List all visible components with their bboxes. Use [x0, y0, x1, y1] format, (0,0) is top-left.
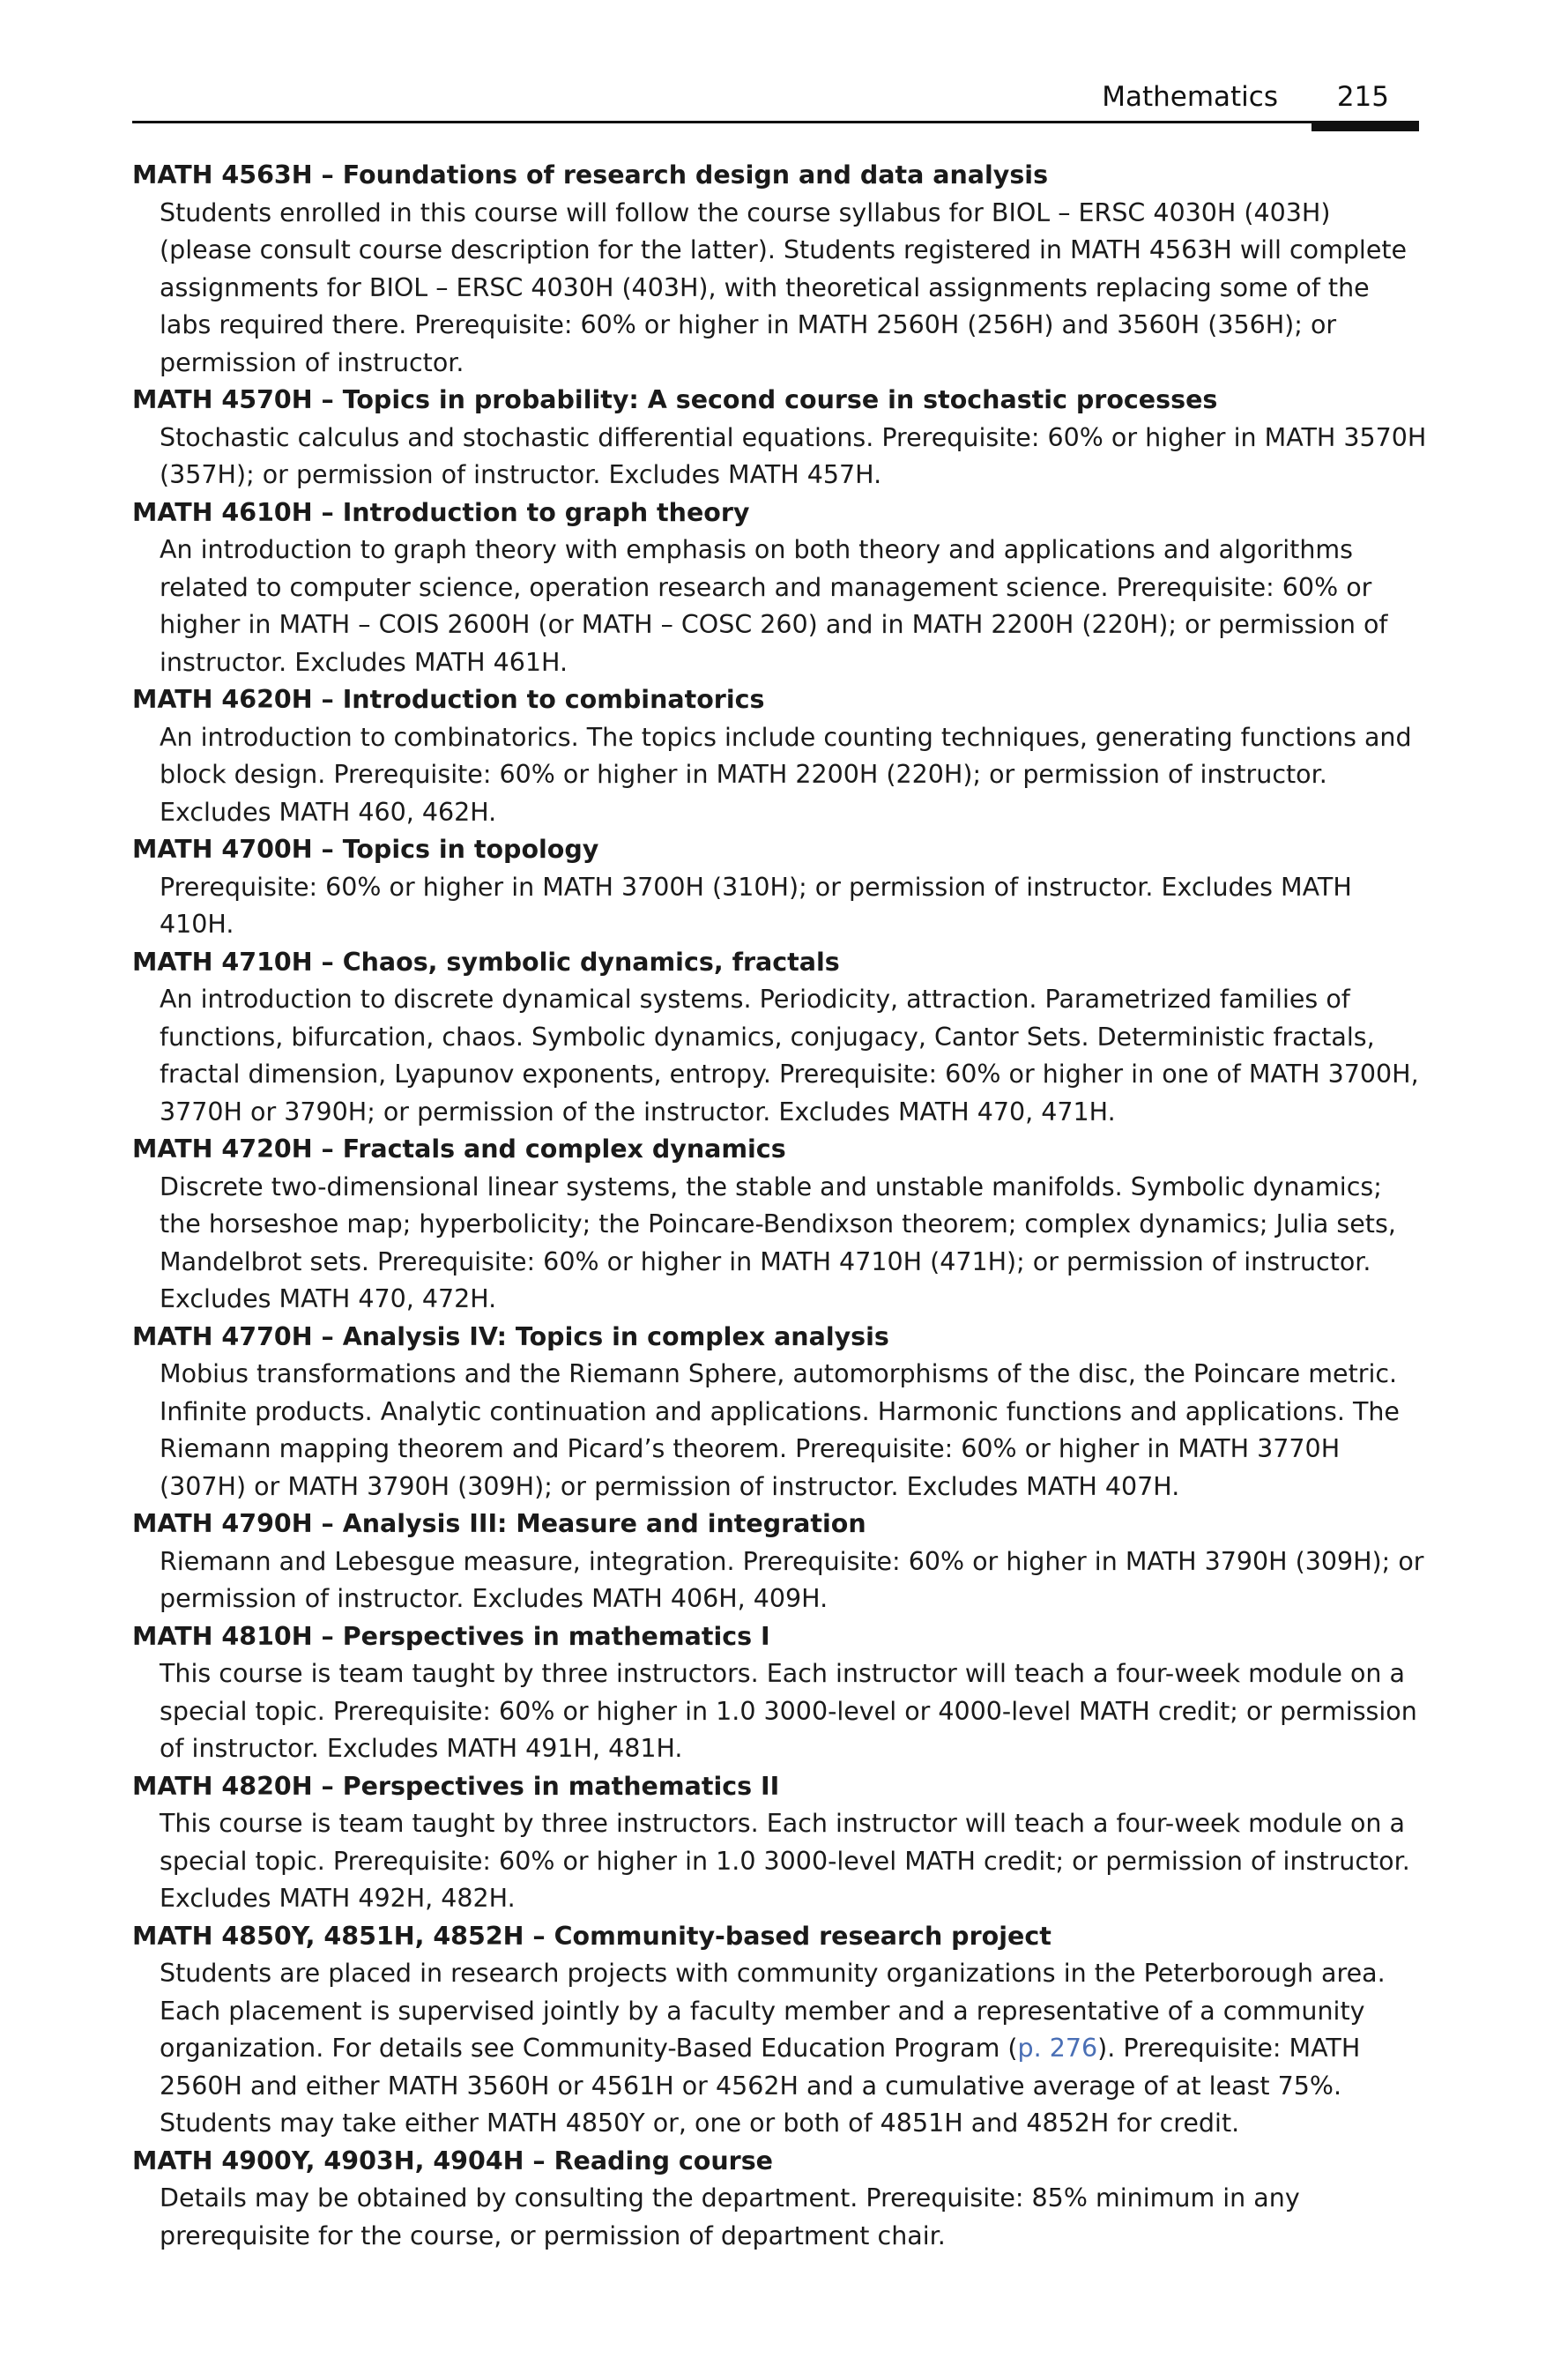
course-description: This course is team taught by three instructors. Each instructor will teach a four-week module on a special topic. Prerequisite: 60% or higher in 1.0 3000-level or 4000-level MATH credit; or permission of instructor. Excludes MATH 491H, 481H. [160, 1659, 1417, 1763]
course-description: This course is team taught by three instructors. Each instructor will teach a four-week module on a special topic. Prerequisite: 60% or higher in 1.0 3000-level MATH credit; or permission of instructor. Excludes MATH 492H, 482H. [160, 1809, 1410, 1913]
course-title: MATH 4770H – Analysis IV: Topics in complex analysis [132, 1321, 889, 1351]
course-description: An introduction to combinatorics. The topics include counting techniques, generating functions and block design. Prerequisite: 60% or higher in MATH 2200H (220H); or permission of instructor. Excludes MATH 460, 462H. [160, 722, 1412, 827]
course-entry [132, 157, 1428, 382]
description-text: ). Prerequisite: MATH 2560H and either MATH 3560H or 4561H or 4562H and a cumulative average of at least 75%. Students may take either MATH 4850Y or, one or both of 4851H and 4852H for credit. [160, 2034, 1361, 2138]
course-title: MATH 4570H – Topics in probability: A second course in stochastic processes [132, 385, 1218, 414]
course-description: An introduction to discrete dynamical systems. Periodicity, attraction. Parametrized families of functions, bifurcation, chaos. Symbolic dynamics, conjugacy, Cantor Sets. Deterministic fractals, fractal dimension, Lyapunov exponents, entropy. Prerequisite: 60% or higher in one of MATH 3700H, 3770H or 3790H; or permission of the instructor. Excludes MATH 470, 471H. [160, 985, 1419, 1127]
course-entry [132, 1768, 1428, 1918]
course-entry [132, 681, 1428, 831]
course-entry [132, 495, 1428, 682]
course-title: MATH 4563H – Foundations of research design and data analysis [132, 160, 1049, 190]
course-title: MATH 4900Y, 4903H, 4904H – Reading course [132, 2146, 774, 2175]
course-entry [132, 2143, 1428, 2256]
description-text: Students are placed in research projects with community organizations in the Peterborough area. Each placement is supervised jointly by a faculty member and a representative of a community organization. For details see Community-Based Education Program ( [160, 1959, 1386, 2063]
course-title: MATH 4610H – Introduction to graph theory [132, 497, 750, 527]
course-list [132, 157, 1428, 2255]
course-description: Riemann and Lebesgue measure, integration. Prerequisite: 60% or higher in MATH 3790H (309H); or permission of instructor. Excludes MATH 406H, 409H. [160, 1546, 1424, 1613]
course-description: Stochastic calculus and stochastic differential equations. Prerequisite: 60% or higher in MATH 3570H (357H); or permission of instructor. Excludes MATH 457H. [160, 422, 1427, 489]
course-entry [132, 944, 1428, 1132]
course-description: An introduction to graph theory with emphasis on both theory and applications and algorithms related to computer science, operation research and management science. Prerequisite: 60% or higher in MATH – COIS 2600H (or MATH – COSC 260) and in MATH 2200H (220H); or permission of instructor. Excludes MATH 461H. [160, 535, 1388, 677]
running-header-section: Mathematics [1102, 81, 1278, 113]
course-description: Students enrolled in this course will follow the course syllabus for BIOL – ERSC 4030H (403H) (please consult course description for the latter). Students registered in MATH 4563H will complete assignments for BIOL – ERSC 4030H (403H), with theoretical assignments replacing some of the labs required there. Prerequisite: 60% or higher in MATH 2560H (256H) and 3560H (356H); or permission of instructor. [160, 197, 1408, 377]
course-entry [132, 382, 1428, 495]
page-reference-link[interactable]: p. 276 [1017, 2034, 1098, 2063]
course-entry [132, 1618, 1428, 1768]
course-description: Discrete two-dimensional linear systems, the stable and unstable manifolds. Symbolic dynamics; the horseshoe map; hyperbolicity; the Poincare-Bendixson theorem; complex dynamics; Julia sets, Mandelbrot sets. Prerequisite: 60% or higher in MATH 4710H (471H); or permission of instructor. Excludes MATH 470, 472H. [160, 1171, 1396, 1313]
course-title: MATH 4820H – Perspectives in mathematics II [132, 1771, 780, 1801]
course-description: Prerequisite: 60% or higher in MATH 3700H (310H); or permission of instructor. Excludes MATH 410H. [160, 872, 1352, 939]
course-title: MATH 4790H – Analysis III: Measure and integration [132, 1509, 866, 1538]
header-thumb-tab [1312, 121, 1419, 131]
header-rule [132, 121, 1419, 123]
course-title: MATH 4810H – Perspectives in mathematics I [132, 1621, 770, 1651]
course-entry [132, 1319, 1428, 1506]
course-description: Details may be obtained by consulting the department. Prerequisite: 85% minimum in any prerequisite for the course, or permission of department chair. [160, 2183, 1300, 2250]
course-entry [132, 1506, 1428, 1618]
course-description [160, 1955, 1428, 2143]
course-description: Mobius transformations and the Riemann Sphere, automorphisms of the disc, the Poincare metric. Infinite products. Analytic continuation and applications. Harmonic functions and applications. The Riemann mapping theorem and Picard’s theorem. Prerequisite: 60% or higher in MATH 3770H (307H) or MATH 3790H (309H); or permission of instructor. Excludes MATH 407H. [160, 1359, 1400, 1501]
course-entry [132, 1131, 1428, 1319]
course-title: MATH 4620H – Introduction to combinatorics [132, 685, 765, 714]
page-header [132, 78, 1419, 123]
course-title: MATH 4850Y, 4851H, 4852H – Community-based research project [132, 1921, 1051, 1951]
course-entry [132, 831, 1428, 944]
page-number: 215 [1336, 81, 1389, 113]
course-title: MATH 4710H – Chaos, symbolic dynamics, fractals [132, 947, 840, 977]
course-title: MATH 4700H – Topics in topology [132, 835, 599, 864]
course-title: MATH 4720H – Fractals and complex dynamics [132, 1134, 786, 1164]
course-entry [132, 1918, 1428, 2143]
